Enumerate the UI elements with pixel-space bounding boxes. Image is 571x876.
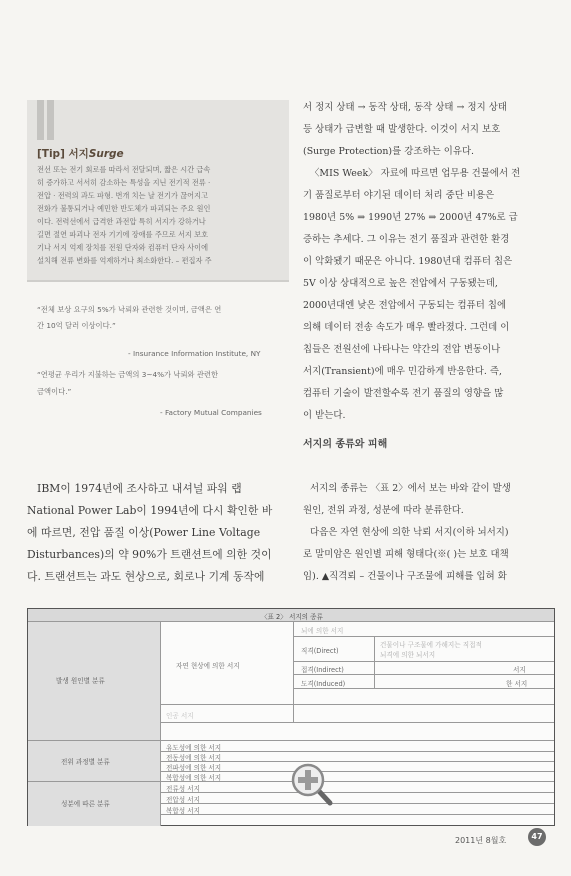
- right-body-line: 1980년 5% ⇒ 1990년 27% ⇒ 2000년 47%로 급: [303, 212, 518, 223]
- quote-2-line: “연평균 우리가 지불하는 금액의 3~4%가 낙뢰와 관련한: [37, 370, 219, 379]
- artificial-surge-label: 인공 서지: [166, 712, 194, 720]
- list-item: 전류성 서지: [166, 785, 200, 793]
- quote-1-source: - Insurance Information Institute, NY: [128, 349, 261, 358]
- tip-text-line: 히 증가하고 서서히 감소하는 특성을 지닌 전기적 전류 ·: [37, 178, 211, 187]
- right-body-line: 칩들은 전원선에 나타나는 약간의 전압 변동이나: [303, 344, 501, 355]
- table-label-column: [28, 622, 160, 826]
- tip-text-line: 길면 절연 파괴나 전자 기기에 장애를 주므로 서지 보호: [37, 230, 209, 239]
- list-item: 전동성에 의한 서지: [166, 754, 222, 762]
- quote-2-source: - Factory Mutual Companies: [160, 408, 262, 417]
- right-body-line: 로 말미암은 원인별 피해 형태다(※( )는 보호 대책: [303, 549, 509, 560]
- table-rule: [293, 674, 554, 675]
- right-body-line: 컴퓨터 기술이 발전할수록 전기 품질의 영향을 많: [303, 388, 504, 399]
- tip-text-line: 전압 · 전력의 과도 파형. 번개 치는 날 전기가 끊어지고: [37, 191, 208, 200]
- tip-text-line: 설치해 전류 변화를 억제하거나 최소화한다. – 편집자 주: [37, 256, 212, 265]
- row-label-potential: 전위 과정별 분류: [61, 758, 110, 766]
- right-body-line: 이 받는다.: [303, 410, 346, 421]
- table-rule: [160, 803, 554, 804]
- induced-label: 도격(Induced): [301, 680, 346, 688]
- natural-surge-label: 자연 현상에 의한 서지: [176, 662, 240, 670]
- list-item: 유도성에 의한 서지: [166, 744, 222, 752]
- left-body-line: Disturbances)의 약 90%가 트랜션트에 의한 것이: [27, 548, 272, 561]
- tip-text-line: 전선 또는 전기 회로를 따라서 전달되며, 짧은 시간 급속: [37, 165, 211, 174]
- table-rule: [160, 722, 554, 723]
- row-label-origin: 발생 원인별 분류: [56, 677, 105, 685]
- tip-decor-bar: [47, 100, 54, 140]
- right-body-line: 기 품질로부터 야기된 데이터 처리 중단 비용은: [303, 190, 495, 201]
- right-body-line: 의해 데이터 전송 속도가 매우 빨라졌다. 그런데 이: [303, 322, 510, 333]
- right-body-line: (Surge Protection)를 강조하는 이유다.: [303, 146, 475, 157]
- table-rule: [374, 636, 375, 688]
- left-body-line: National Power Lab이 1994년에 다시 확인한 바: [27, 504, 273, 517]
- right-body-line: 2000년대엔 낮은 전압에서 구동되는 컴퓨터 칩에: [303, 300, 507, 311]
- table-rule: [293, 636, 554, 637]
- quote-1-line: 간 10억 달러 이상이다.”: [37, 321, 116, 330]
- section-heading: 서지의 종류와 피해: [303, 439, 388, 450]
- list-item: 전압성 서지: [166, 796, 200, 804]
- table-rule: [160, 792, 554, 793]
- table-rule: [160, 814, 554, 815]
- tip-text-line: 전화가 불통되거나 예민한 반도체가 파괴되는 주요 원인: [37, 204, 211, 213]
- tip-title: [Tip] 서지Surge: [37, 148, 124, 160]
- tip-decor-bar: [37, 100, 44, 140]
- indirect-value: 서지: [513, 666, 526, 674]
- direct-label: 직격(Direct): [301, 647, 339, 655]
- right-body-line: 증하는 추세다. 그 이유는 전기 품질과 관련한 환경: [303, 234, 510, 245]
- list-item: 전파성에 의한 서지: [166, 764, 222, 772]
- table-caption: 〈표 2〉 서지의 종류: [261, 613, 323, 621]
- quote-2-line: 금액이다.”: [37, 387, 72, 396]
- table-rule: [28, 740, 554, 741]
- footer-issue-date: 2011년 8월호: [455, 836, 507, 845]
- induced-value: 한 서지: [506, 680, 528, 688]
- list-item: 복합성에 의한 서지: [166, 774, 222, 782]
- right-body-line: 이 악화됐기 때문은 아니다. 1980년대 컴퓨터 칩은: [303, 256, 513, 267]
- right-body-line: 등 상태가 급변할 때 발생한다. 이것이 서지 보호: [303, 124, 501, 135]
- right-body-line: 원인, 전위 과정, 성분에 따라 분류한다.: [303, 505, 464, 516]
- table-rule: [28, 621, 554, 622]
- direct-desc: 뇌격에 의한 뇌서지: [380, 651, 436, 659]
- indirect-label: 접격(Indirect): [301, 666, 344, 674]
- right-body-line: 다음은 자연 현상에 의한 낙뢰 서지(이하 뇌서지): [310, 527, 509, 538]
- quote-1-line: “전체 보상 요구의 5%가 낙뢰와 관련한 것이며, 금액은 연: [37, 305, 222, 314]
- right-body-line: 서 정지 상태 → 동작 상태, 동작 상태 → 정지 상태: [303, 102, 507, 113]
- row-label-component: 성분에 따른 분류: [61, 800, 110, 808]
- tip-text-line: 기나 서지 억제 장치를 전원 단자와 컴퓨터 단자 사이에: [37, 243, 209, 252]
- right-body-line: 서지의 종류는 〈표 2〉에서 보는 바와 같이 발생: [310, 483, 511, 494]
- tip-text-line: 이다. 전력선에서 급격한 과전압 특히 서지가 강하거나: [37, 217, 206, 226]
- lightning-surge-header: 뇌에 의한 서지: [301, 627, 344, 635]
- right-body-line: 서지(Transient)에 매우 민감하게 반응한다. 즉,: [303, 366, 503, 377]
- table-rule: [160, 704, 554, 705]
- list-item: 복합성 서지: [166, 807, 200, 815]
- left-body-line: IBM이 1974년에 조사하고 내셔널 파워 랩: [37, 482, 242, 495]
- direct-desc: 건물이나 구조물에 가해지는 직접적: [380, 641, 482, 649]
- table-rule: [293, 688, 554, 689]
- table-rule: [160, 621, 161, 826]
- page-number: 47: [528, 828, 546, 846]
- right-body-line: 5V 이상 상대적으로 높은 전압에서 구동됐는데,: [303, 278, 498, 289]
- table-rule: [293, 661, 554, 662]
- left-body-line: 다. 트랜션트는 과도 현상으로, 회로나 기계 동작에: [27, 570, 265, 583]
- right-body-line: 〈MIS Week〉 자료에 따르면 업무용 건물에서 전: [310, 168, 521, 179]
- left-body-line: 에 따르면, 전압 품질 이상(Power Line Voltage: [27, 526, 261, 539]
- magnify-plus-icon[interactable]: [290, 762, 336, 808]
- right-body-line: 임). ▲직격뢰 – 건물이나 구조물에 피해를 입혀 화: [303, 571, 507, 582]
